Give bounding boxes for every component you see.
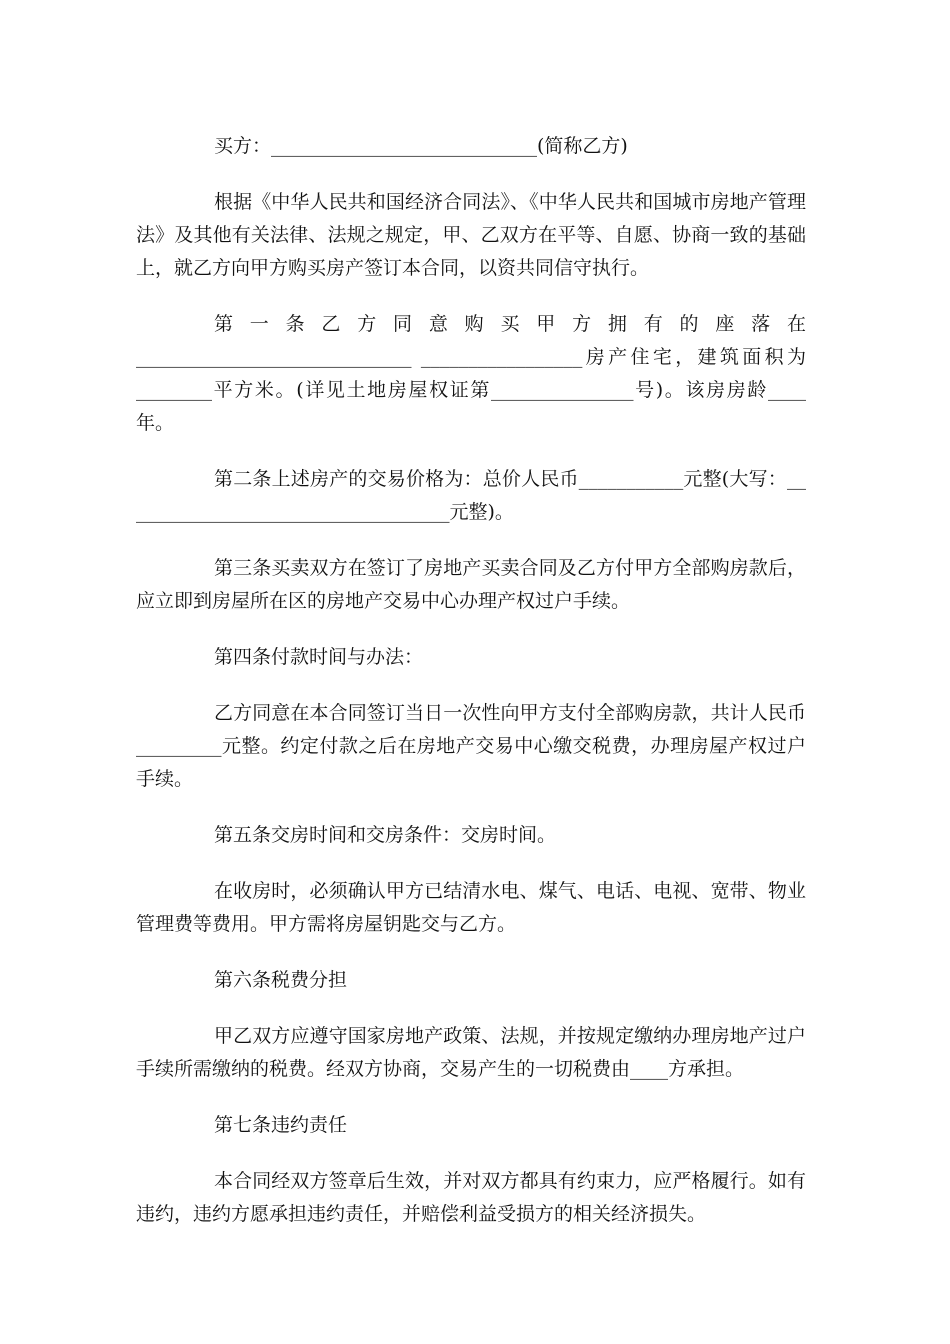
article-2-paragraph: 第二条上述房产的交易价格为：总价人民币___________元整(大写：__ _________________________________元整)。 (136, 468, 806, 523)
article-7-body: 本合同经双方签章后生效，并对双方都具有约束力，应严格履行。如有违约，违约方愿承担违约责任，并赔偿利益受损方的相关经济损失。 (136, 1170, 806, 1225)
preamble-paragraph: 根据《中华人民共和国经济合同法》、《中华人民共和国城市房地产管理法》及其他有关法律、法规之规定，甲、乙双方在平等、自愿、协商一致的基础上，就乙方向甲方购买房产签订本合同，以资共同信守执行。 (136, 191, 806, 279)
article-1-paragraph: 第一条乙方同意购买甲方拥有的座落在_____________________________ _________________房产住宅，建筑面积为________平方米。(详见土地房屋权证第_______________号)。该房房龄____年。 (136, 313, 806, 434)
document-page (136, 130, 806, 1254)
article-3-paragraph: 第三条买卖双方在签订了房地产买卖合同及乙方付甲方全部购房款后，应立即到房屋所在区的房地产交易中心办理产权过户手续。 (136, 557, 806, 612)
article-6-heading: 第六条税费分担 (214, 969, 348, 991)
article-4-heading: 第四条付款时间与办法： (214, 646, 424, 668)
article-5-heading: 第五条交房时间和交房条件：交房时间。 (214, 824, 557, 846)
article-7-heading: 第七条违约责任 (214, 1114, 348, 1136)
article-6-body: 甲乙双方应遵守国家房地产政策、法规，并按规定缴纳办理房地产过户手续所需缴纳的税费。经双方协商，交易产生的一切税费由____方承担。 (136, 1025, 806, 1080)
buyer-line: 买方：____________________________(简称乙方) (214, 135, 628, 157)
article-5-body: 在收房时，必须确认甲方已结清水电、煤气、电话、电视、宽带、物业管理费等费用。甲方需将房屋钥匙交与乙方。 (136, 880, 806, 935)
article-4-body: 乙方同意在本合同签订当日一次性向甲方支付全部购房款，共计人民币_________元整。约定付款之后在房地产交易中心缴交税费，办理房屋产权过户手续。 (136, 702, 806, 790)
